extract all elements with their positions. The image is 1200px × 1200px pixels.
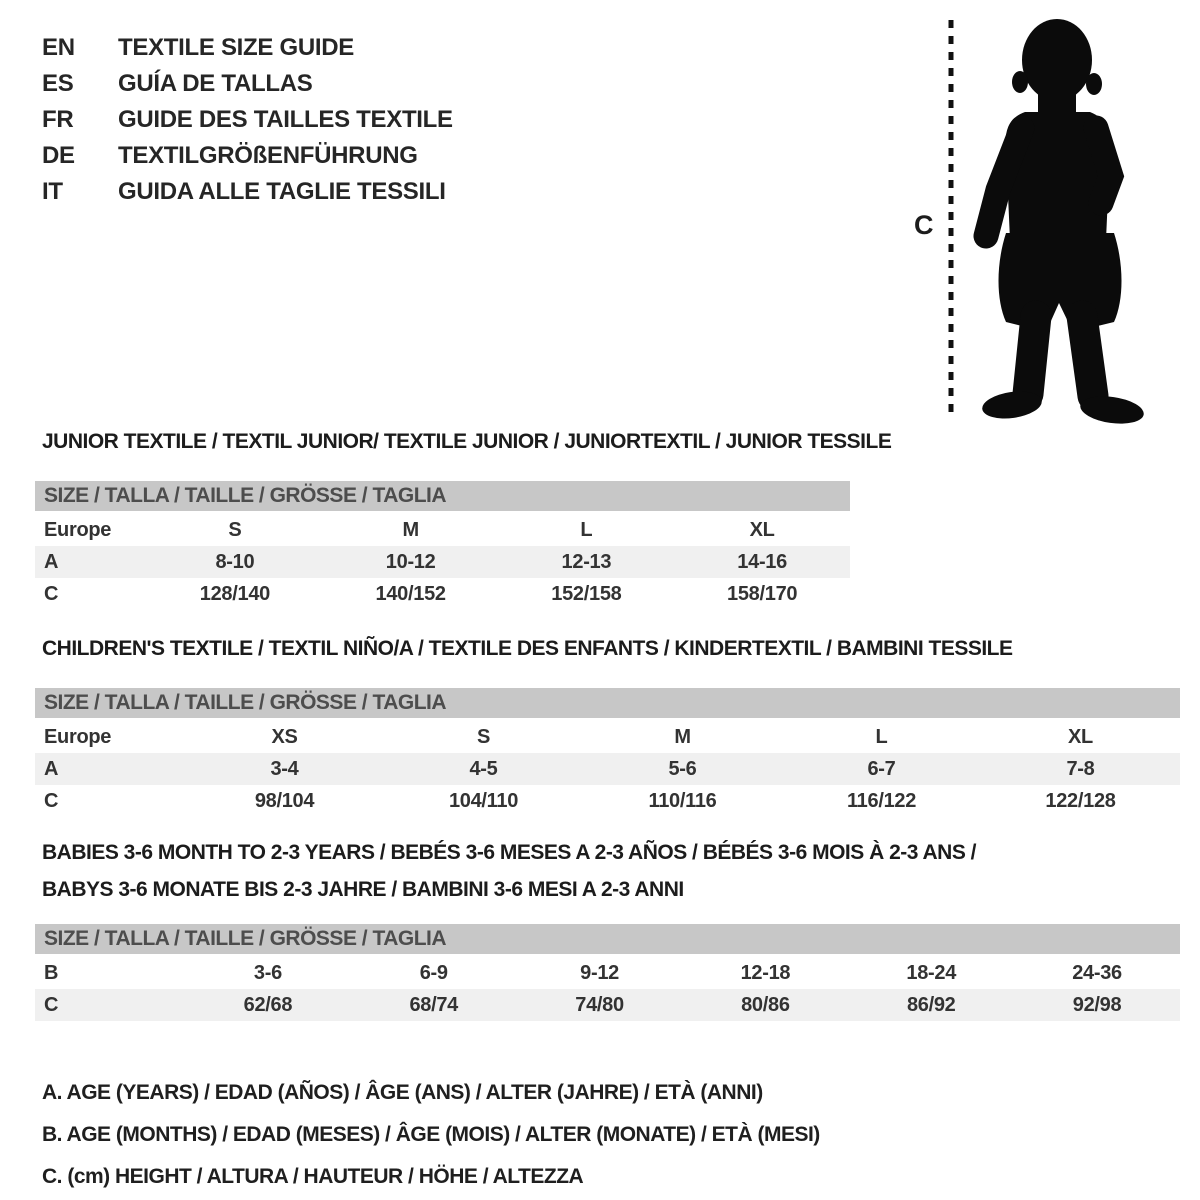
lang-code: EN	[42, 34, 75, 61]
legend-line-a: A. AGE (YEARS) / EDAD (AÑOS) / ÂGE (ANS) / ALTER (JAHRE) / ETÀ (ANNI)	[42, 1081, 763, 1104]
table-row	[35, 785, 1180, 817]
lang-title: TEXTILGRÖßENFÜHRUNG	[118, 142, 418, 169]
table-cell: L	[580, 518, 593, 541]
table-cell: 3-6	[253, 961, 282, 984]
lang-row-es	[42, 66, 453, 102]
row-label: B	[44, 961, 59, 984]
language-title-list	[42, 30, 453, 210]
table-row	[35, 989, 1180, 1021]
table-cell: 9-12	[580, 961, 619, 984]
table-cell: 6-9	[419, 961, 448, 984]
table-row	[35, 957, 1180, 989]
table-cell: L	[875, 725, 888, 748]
table-cell: 18-24	[906, 961, 957, 984]
table-cell: XL	[749, 518, 775, 541]
table-cell: 3-4	[270, 757, 299, 780]
table-cell: S	[228, 518, 242, 541]
table-cell: 24-36	[1072, 961, 1122, 984]
table-cell: 7-8	[1066, 757, 1095, 780]
row-label: Europe	[44, 518, 112, 541]
table-cell: M	[674, 725, 691, 748]
row-label: A	[44, 550, 59, 573]
lang-code: ES	[42, 70, 74, 97]
table-cell: 4-5	[469, 757, 498, 780]
table-cell: 110/116	[648, 789, 717, 812]
lang-title: GUIDA ALLE TAGLIE TESSILI	[118, 178, 446, 205]
measurement-legend	[42, 1072, 820, 1198]
height-measure-label: C	[914, 210, 934, 240]
legend-line-b: B. AGE (MONTHS) / EDAD (MESES) / ÂGE (MOIS) / ALTER (MONATE) / ETÀ (MESI)	[42, 1123, 820, 1146]
table-cell: XL	[1068, 725, 1093, 748]
children-section-heading: CHILDREN'S TEXTILE / TEXTIL NIÑO/A / TEXTILE DES ENFANTS / KINDERTEXTIL / BAMBINI TESSILE	[42, 637, 1013, 660]
row-label: Europe	[44, 725, 112, 748]
row-label: C	[44, 993, 59, 1016]
babies-size-table	[35, 924, 1180, 1021]
lang-row-fr	[42, 102, 453, 138]
table-cell: 86/92	[906, 993, 956, 1016]
lang-title: TEXTILE SIZE GUIDE	[118, 34, 354, 61]
lang-code: IT	[42, 178, 63, 205]
table-cell: 98/104	[254, 789, 315, 812]
table-cell: 8-10	[215, 550, 255, 573]
row-label: C	[44, 582, 59, 605]
table-row	[35, 546, 850, 578]
table-cell: M	[402, 518, 419, 541]
babies-heading-line1: BABIES 3-6 MONTH TO 2-3 YEARS / BEBÉS 3-6 MESES A 2-3 AÑOS / BÉBÉS 3-6 MOIS À 2-3 ANS /	[42, 841, 977, 864]
table-row	[35, 578, 850, 610]
table-cell: 14-16	[737, 550, 787, 573]
table-cell: 104/110	[448, 789, 519, 812]
table-cell: 62/68	[243, 993, 293, 1016]
table-cell: 128/140	[199, 582, 270, 605]
lang-code: FR	[42, 106, 74, 133]
babies-heading-line2: BABYS 3-6 MONATE BIS 2-3 JAHRE / BAMBINI 3-6 MESI A 2-3 ANNI	[42, 878, 684, 901]
table-cell: 74/80	[575, 993, 624, 1016]
table-cell: 12-13	[561, 550, 612, 573]
size-table-header: SIZE / TALLA / TAILLE / GRÖSSE / TAGLIA	[35, 688, 1180, 718]
table-cell: 5-6	[668, 757, 697, 780]
table-cell: 80/86	[741, 993, 790, 1016]
row-label: C	[44, 789, 59, 812]
lang-row-de	[42, 138, 453, 174]
table-cell: 92/98	[1072, 993, 1122, 1016]
table-row	[35, 514, 850, 546]
table-cell: 152/158	[551, 582, 622, 605]
size-table-header: SIZE / TALLA / TAILLE / GRÖSSE / TAGLIA	[35, 924, 1180, 954]
size-table-header: SIZE / TALLA / TAILLE / GRÖSSE / TAGLIA	[35, 481, 850, 511]
table-cell: S	[476, 725, 491, 748]
table-cell: 10-12	[385, 550, 436, 573]
table-cell: 6-7	[867, 757, 896, 780]
lang-title: GUIDE DES TAILLES TEXTILE	[118, 106, 453, 133]
lang-code: DE	[42, 142, 75, 169]
babies-section-heading	[42, 834, 976, 908]
junior-section-heading: JUNIOR TEXTILE / TEXTIL JUNIOR/ TEXTILE JUNIOR / JUNIORTEXTIL / JUNIOR TESSILE	[42, 430, 892, 453]
lang-title: GUÍA DE TALLAS	[118, 70, 313, 97]
table-cell: 122/128	[1045, 789, 1116, 812]
table-cell: 68/74	[409, 993, 459, 1016]
junior-size-table	[35, 481, 850, 610]
table-cell: XS	[271, 725, 298, 748]
row-label: A	[44, 757, 59, 780]
table-cell: 116/122	[846, 789, 917, 812]
table-cell: 12-18	[740, 961, 791, 984]
table-cell: 158/170	[727, 582, 798, 605]
toddler-silhouette-image	[900, 0, 1200, 430]
table-row	[35, 721, 1180, 753]
lang-row-en	[42, 30, 453, 66]
legend-line-c: C. (cm) HEIGHT / ALTURA / HAUTEUR / HÖHE / ALTEZZA	[42, 1165, 584, 1188]
table-cell: 140/152	[375, 582, 446, 605]
table-row	[35, 753, 1180, 785]
lang-row-it	[42, 174, 453, 210]
children-size-table	[35, 688, 1180, 817]
